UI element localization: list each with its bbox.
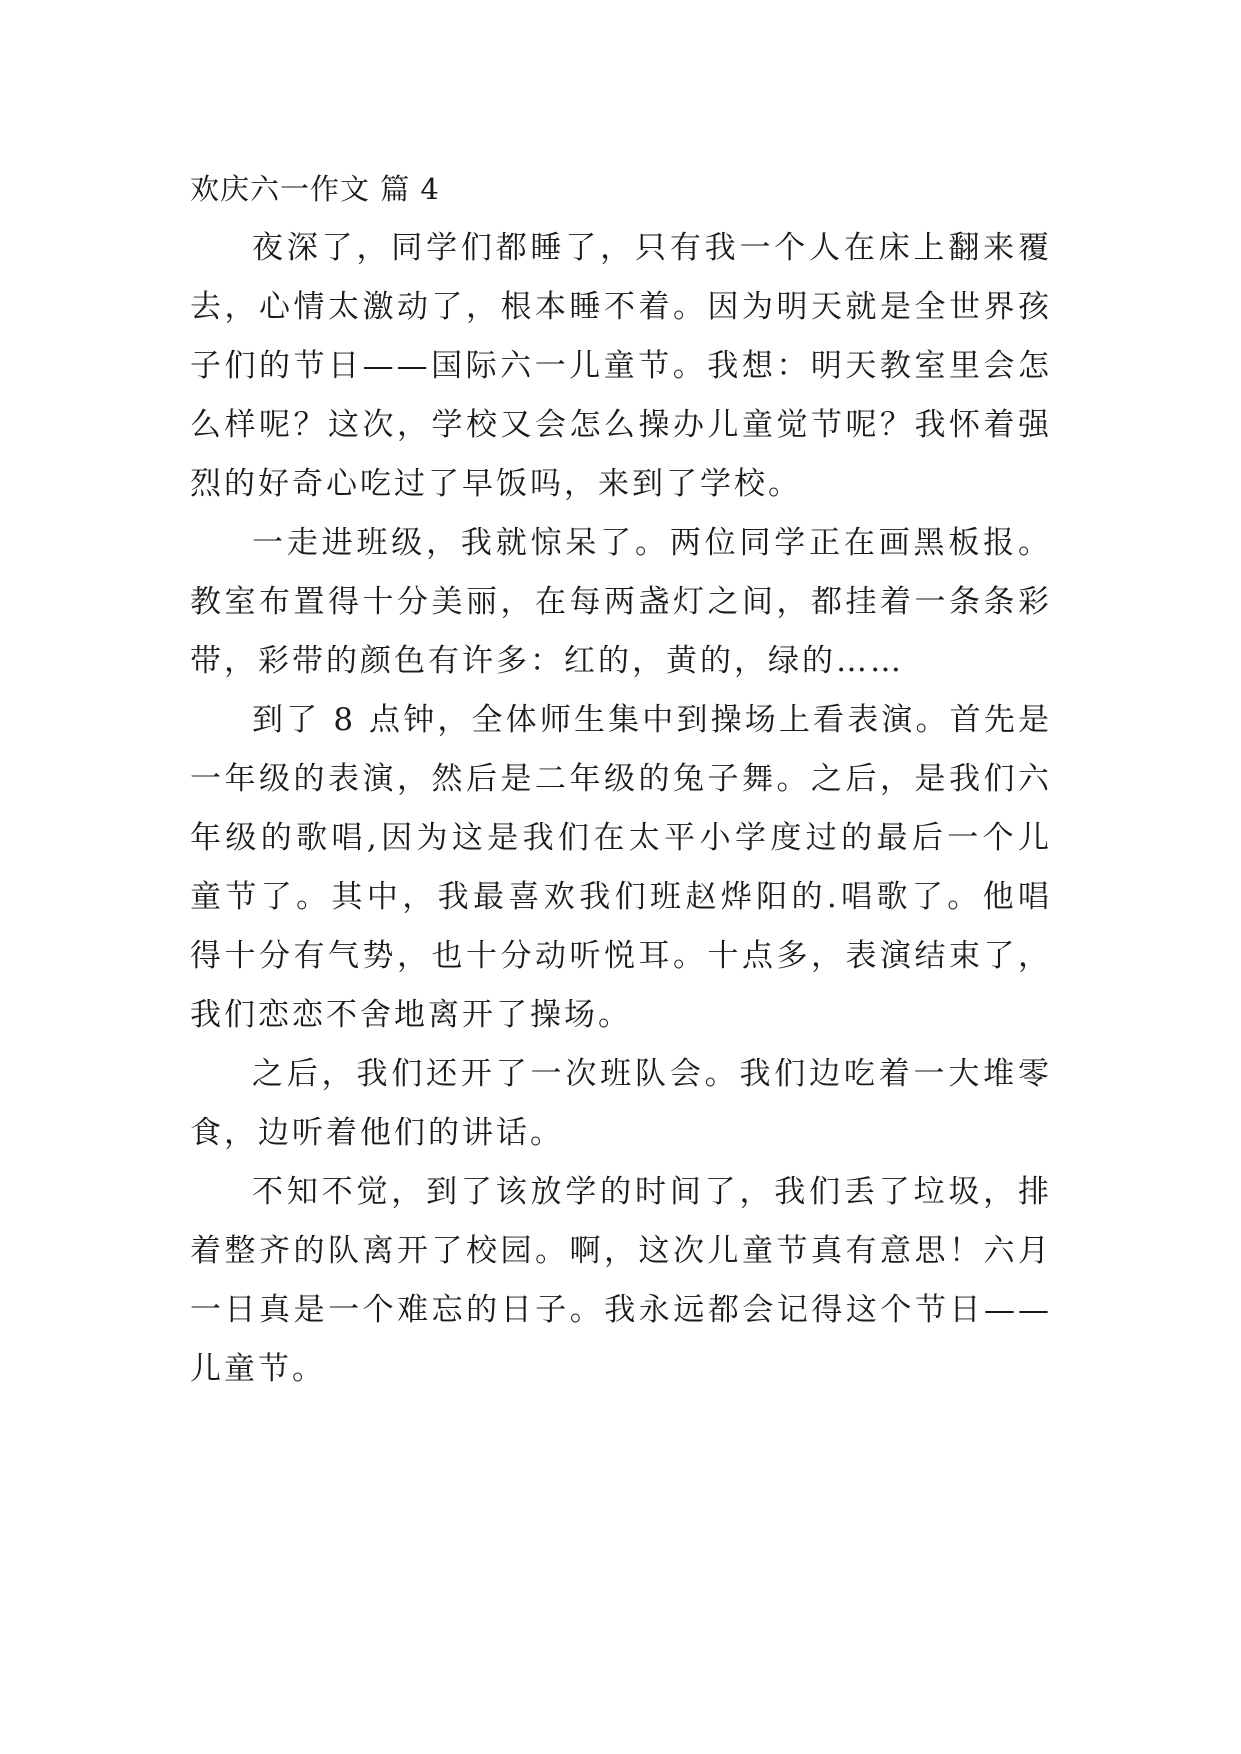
paragraph-5: 不知不觉，到了该放学的时间了，我们丢了垃圾，排着整齐的队离开了校园。啊，这次儿童节真有意思！六月一日真是一个难忘的日子。我永远都会记得这个节日——儿童节。 xyxy=(190,1174,1052,1387)
paragraph-4: 之后，我们还开了一次班队会。我们边吃着一大堆零食，边听着他们的讲话。 xyxy=(190,1056,1052,1151)
document-title: 欢庆六一作文 篇 4 xyxy=(190,172,440,206)
paragraph-3: 到了 8 点钟，全体师生集中到操场上看表演。首先是一年级的表演，然后是二年级的兔子舞。之后，是我们六年级的歌唱,因为这是我们在太平小学度过的最后一个儿童节了。其中，我最喜欢我们班赵烨阳的.唱歌了。他唱得十分有气势，也十分动听悦耳。十点多，表演结束了，我们恋恋不舍地离开了操场。 xyxy=(190,702,1052,1033)
document-page xyxy=(190,163,1052,1399)
paragraph-2: 一走进班级，我就惊呆了。两位同学正在画黑板报。教室布置得十分美丽，在每两盏灯之间，都挂着一条条彩带，彩带的颜色有许多：红的，黄的，绿的…… xyxy=(190,525,1052,679)
paragraph-1: 夜深了，同学们都睡了，只有我一个人在床上翻来覆去，心情太激动了，根本睡不着。因为明天就是全世界孩子们的节日——国际六一儿童节。我想：明天教室里会怎么样呢？这次，学校又会怎么操办儿童觉节呢？我怀着强烈的好奇心吃过了早饭吗，来到了学校。 xyxy=(190,230,1052,502)
